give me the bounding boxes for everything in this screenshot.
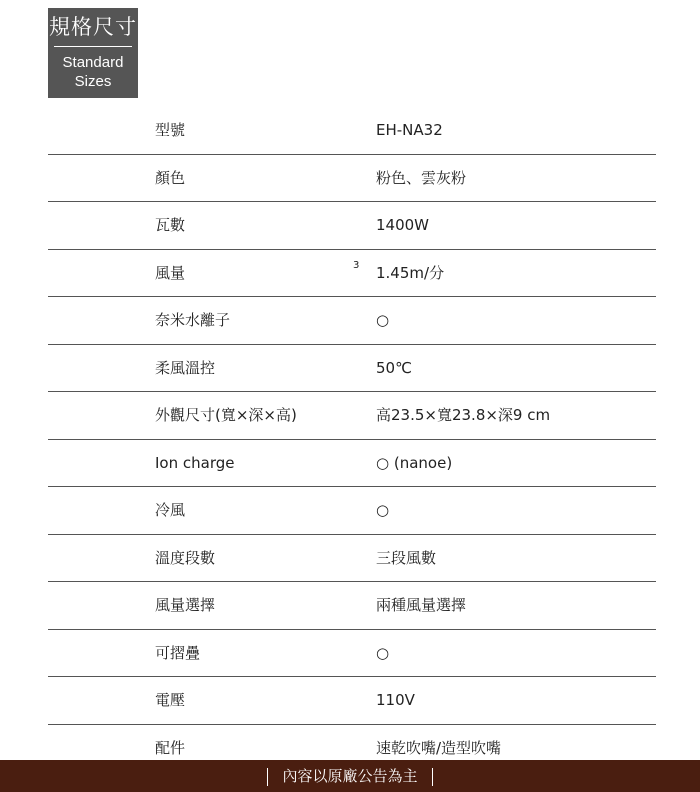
spec-value: 110V (376, 691, 415, 709)
spec-row-dimensions (48, 392, 656, 440)
spec-row-nanoe (48, 297, 656, 345)
spec-value: ○ (376, 643, 390, 662)
footer-bar (0, 760, 700, 792)
spec-row-airflow-select (48, 582, 656, 630)
section-badge (48, 8, 138, 98)
spec-row-cold-air (48, 487, 656, 535)
footer-content (0, 760, 700, 792)
spec-superscript: 3 (353, 259, 360, 271)
spec-value: 三段風數 (376, 548, 437, 567)
spec-label: 溫度段數 (155, 548, 216, 567)
spec-value: ○ (376, 501, 390, 519)
spec-value: ○ (376, 311, 390, 329)
spec-value: 兩種風量選擇 (376, 596, 467, 614)
spec-value: 1400W (376, 216, 430, 234)
spec-row-color (48, 155, 656, 203)
spec-label: Ion charge (155, 453, 235, 472)
spec-row-airflow (48, 250, 656, 298)
spec-label: 顏色 (155, 168, 186, 187)
spec-label: 奈米水離子 (155, 311, 231, 329)
spec-label: 電壓 (155, 691, 186, 709)
badge-title-english-line1: Standard (62, 54, 124, 71)
spec-row-temp-control (48, 345, 656, 393)
spec-value: EH-NA32 (376, 121, 443, 139)
spec-value: ○ (nanoe) (376, 453, 453, 472)
badge-title-english (48, 53, 138, 91)
spec-label: 柔風溫控 (155, 358, 216, 377)
spec-row-model (48, 107, 656, 155)
badge-title-chinese: 規格尺寸 (49, 15, 137, 39)
spec-label: 外觀尺寸(寬×深×高) (155, 406, 297, 424)
spec-value: 粉色、雲灰粉 (376, 168, 467, 187)
spec-value: 速乾吹嘴/造型吹嘴 (376, 738, 502, 757)
badge-divider (54, 46, 132, 47)
spec-row-wattage (48, 202, 656, 250)
spec-row-temp-levels (48, 535, 656, 583)
footer-divider-right (432, 768, 433, 786)
spec-label: 瓦數 (155, 216, 186, 234)
spec-label: 冷風 (155, 501, 186, 519)
spec-row-voltage (48, 677, 656, 725)
spec-label: 可摺疊 (155, 643, 201, 662)
footer-divider-left (267, 768, 268, 786)
spec-label: 風量 (155, 263, 186, 282)
spec-value: 高23.5×寬23.8×深9 cm (376, 406, 551, 424)
spec-label: 風量選擇 (155, 596, 216, 614)
footer-note: 內容以原廠公告為主 (282, 767, 418, 785)
spec-value: 1.45m/分 (376, 263, 445, 282)
spec-row-foldable (48, 630, 656, 678)
spec-value: 50℃ (376, 358, 412, 377)
spec-label: 型號 (155, 121, 186, 139)
spec-label: 配件 (155, 738, 186, 757)
spec-table (48, 107, 656, 771)
spec-row-ion-charge (48, 440, 656, 488)
badge-title-english-line2: Sizes (74, 73, 112, 90)
